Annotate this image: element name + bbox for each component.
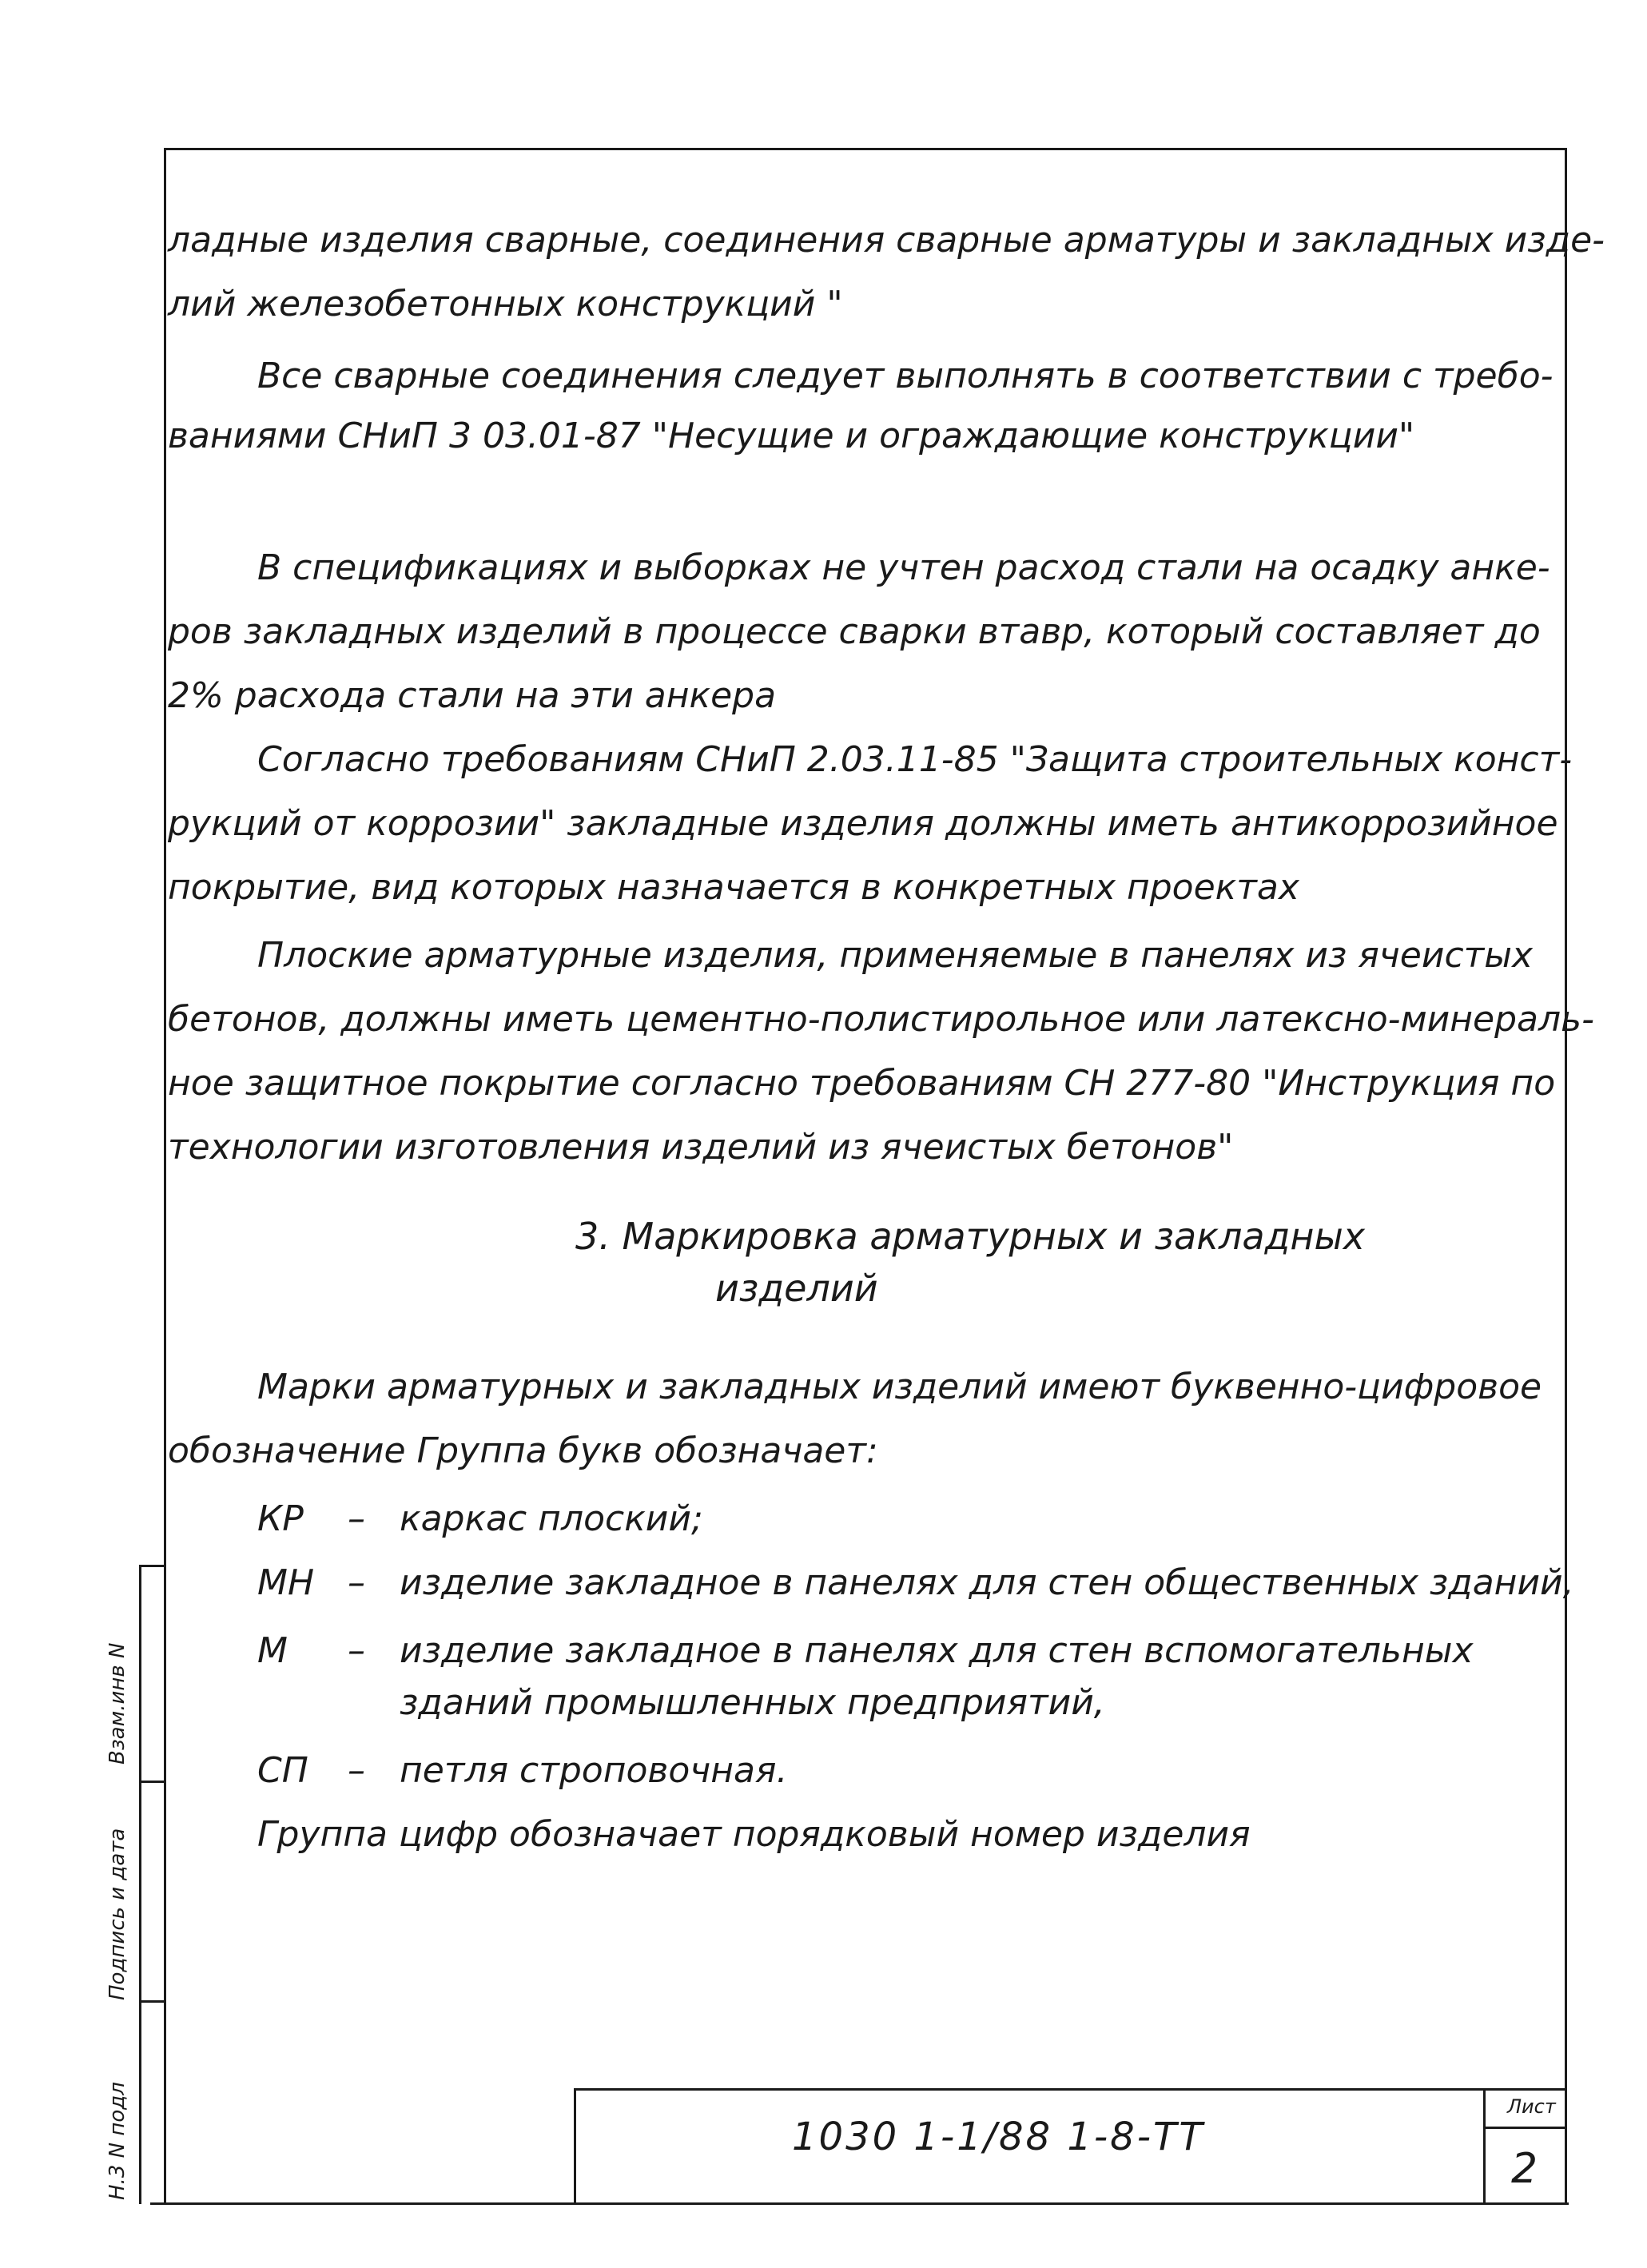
body-line: технологии изготовления изделий из ячеистых бетонов" <box>168 1127 1234 1168</box>
code-desc: петля строповочная. <box>400 1750 788 1791</box>
left-margin-block <box>94 1565 165 2204</box>
code-desc: изделие закладное в панелях для стен вспомогательных <box>400 1630 1474 1671</box>
body-line: Все сварные соединения следует выполнять в соответствии с требо- <box>257 356 1554 396</box>
marking-line: обозначение Группа букв обозначает: <box>168 1430 878 1471</box>
code-dash: – <box>348 1498 365 1539</box>
document-code: 1030 1-1/88 1-8-ТТ <box>792 2115 1205 2159</box>
code-m: М <box>257 1630 288 1671</box>
body-line: Согласно требованиям СНиП 2.03.11-85 "Защита строительных конст- <box>257 739 1573 780</box>
code-desc: изделие закладное в панелях для стен общественных зданий, <box>400 1562 1574 1603</box>
frame-bottom-line <box>150 2202 1569 2205</box>
marking-line: Марки арматурных и закладных изделий имеют буквенно-цифровое <box>257 1367 1542 1407</box>
body-line: 2% расхода стали на эти анкера <box>168 675 777 716</box>
sheet-number: 2 <box>1511 2145 1538 2193</box>
code-desc: каркас плоский; <box>400 1498 703 1539</box>
body-line: В спецификациях и выборках не учтен расход стали на осадку анке- <box>257 547 1550 588</box>
code-desc-cont: зданий промышленных предприятий, <box>400 1682 1105 1723</box>
section-heading-cont: изделий <box>715 1267 878 1310</box>
body-line: лий железобетонных конструкций " <box>168 284 843 324</box>
body-line: рукций от коррозии" закладные изделия должны иметь антикоррозийное <box>168 803 1558 844</box>
signature-date-label: Подпись и дата <box>105 1828 129 2000</box>
code-sp: СП <box>257 1750 308 1791</box>
code-dash: – <box>348 1562 365 1603</box>
margin-hline <box>139 1565 165 1567</box>
margin-vline <box>139 1565 141 2204</box>
title-block <box>574 2088 1567 2202</box>
body-line: ров закладных изделий в процессе сварки втавр, который составляет до <box>168 611 1541 652</box>
code-dash: – <box>348 1630 365 1671</box>
body-line: ваниями СНиП 3 03.01-87 "Несущие и ограждающие конструкции" <box>168 416 1415 456</box>
code-dash: – <box>348 1750 365 1791</box>
margin-hline <box>139 1781 165 1783</box>
body-line: ное защитное покрытие согласно требованиям СН 277-80 "Инструкция по <box>168 1063 1556 1104</box>
sheet-label: Лист <box>1507 2095 1556 2118</box>
section-heading: 3. Маркировка арматурных и закладных <box>575 1215 1366 1258</box>
code-mn: МН <box>257 1562 315 1603</box>
body-line: ладные изделия сварные, соединения сварные арматуры и закладных изде- <box>168 220 1605 261</box>
body-line: Плоские арматурные изделия, применяемые в панелях из ячеистых <box>257 935 1534 976</box>
digits-line: Группа цифр обозначает порядковый номер изделия <box>257 1814 1251 1855</box>
margin-hline <box>139 2000 165 2003</box>
inv-no-label: Н.3 N подл <box>105 2082 129 2200</box>
vzam-inv-label: Взам.инв N <box>105 1642 129 1765</box>
body-line: бетонов, должны иметь цементно-полистирольное или латексно-минераль- <box>168 999 1594 1040</box>
title-block-divider <box>1483 2091 1486 2205</box>
body-line: покрытие, вид которых назначается в конкретных проектах <box>168 867 1299 908</box>
code-kr: КР <box>257 1498 304 1539</box>
sheet-label-line <box>1483 2127 1567 2129</box>
